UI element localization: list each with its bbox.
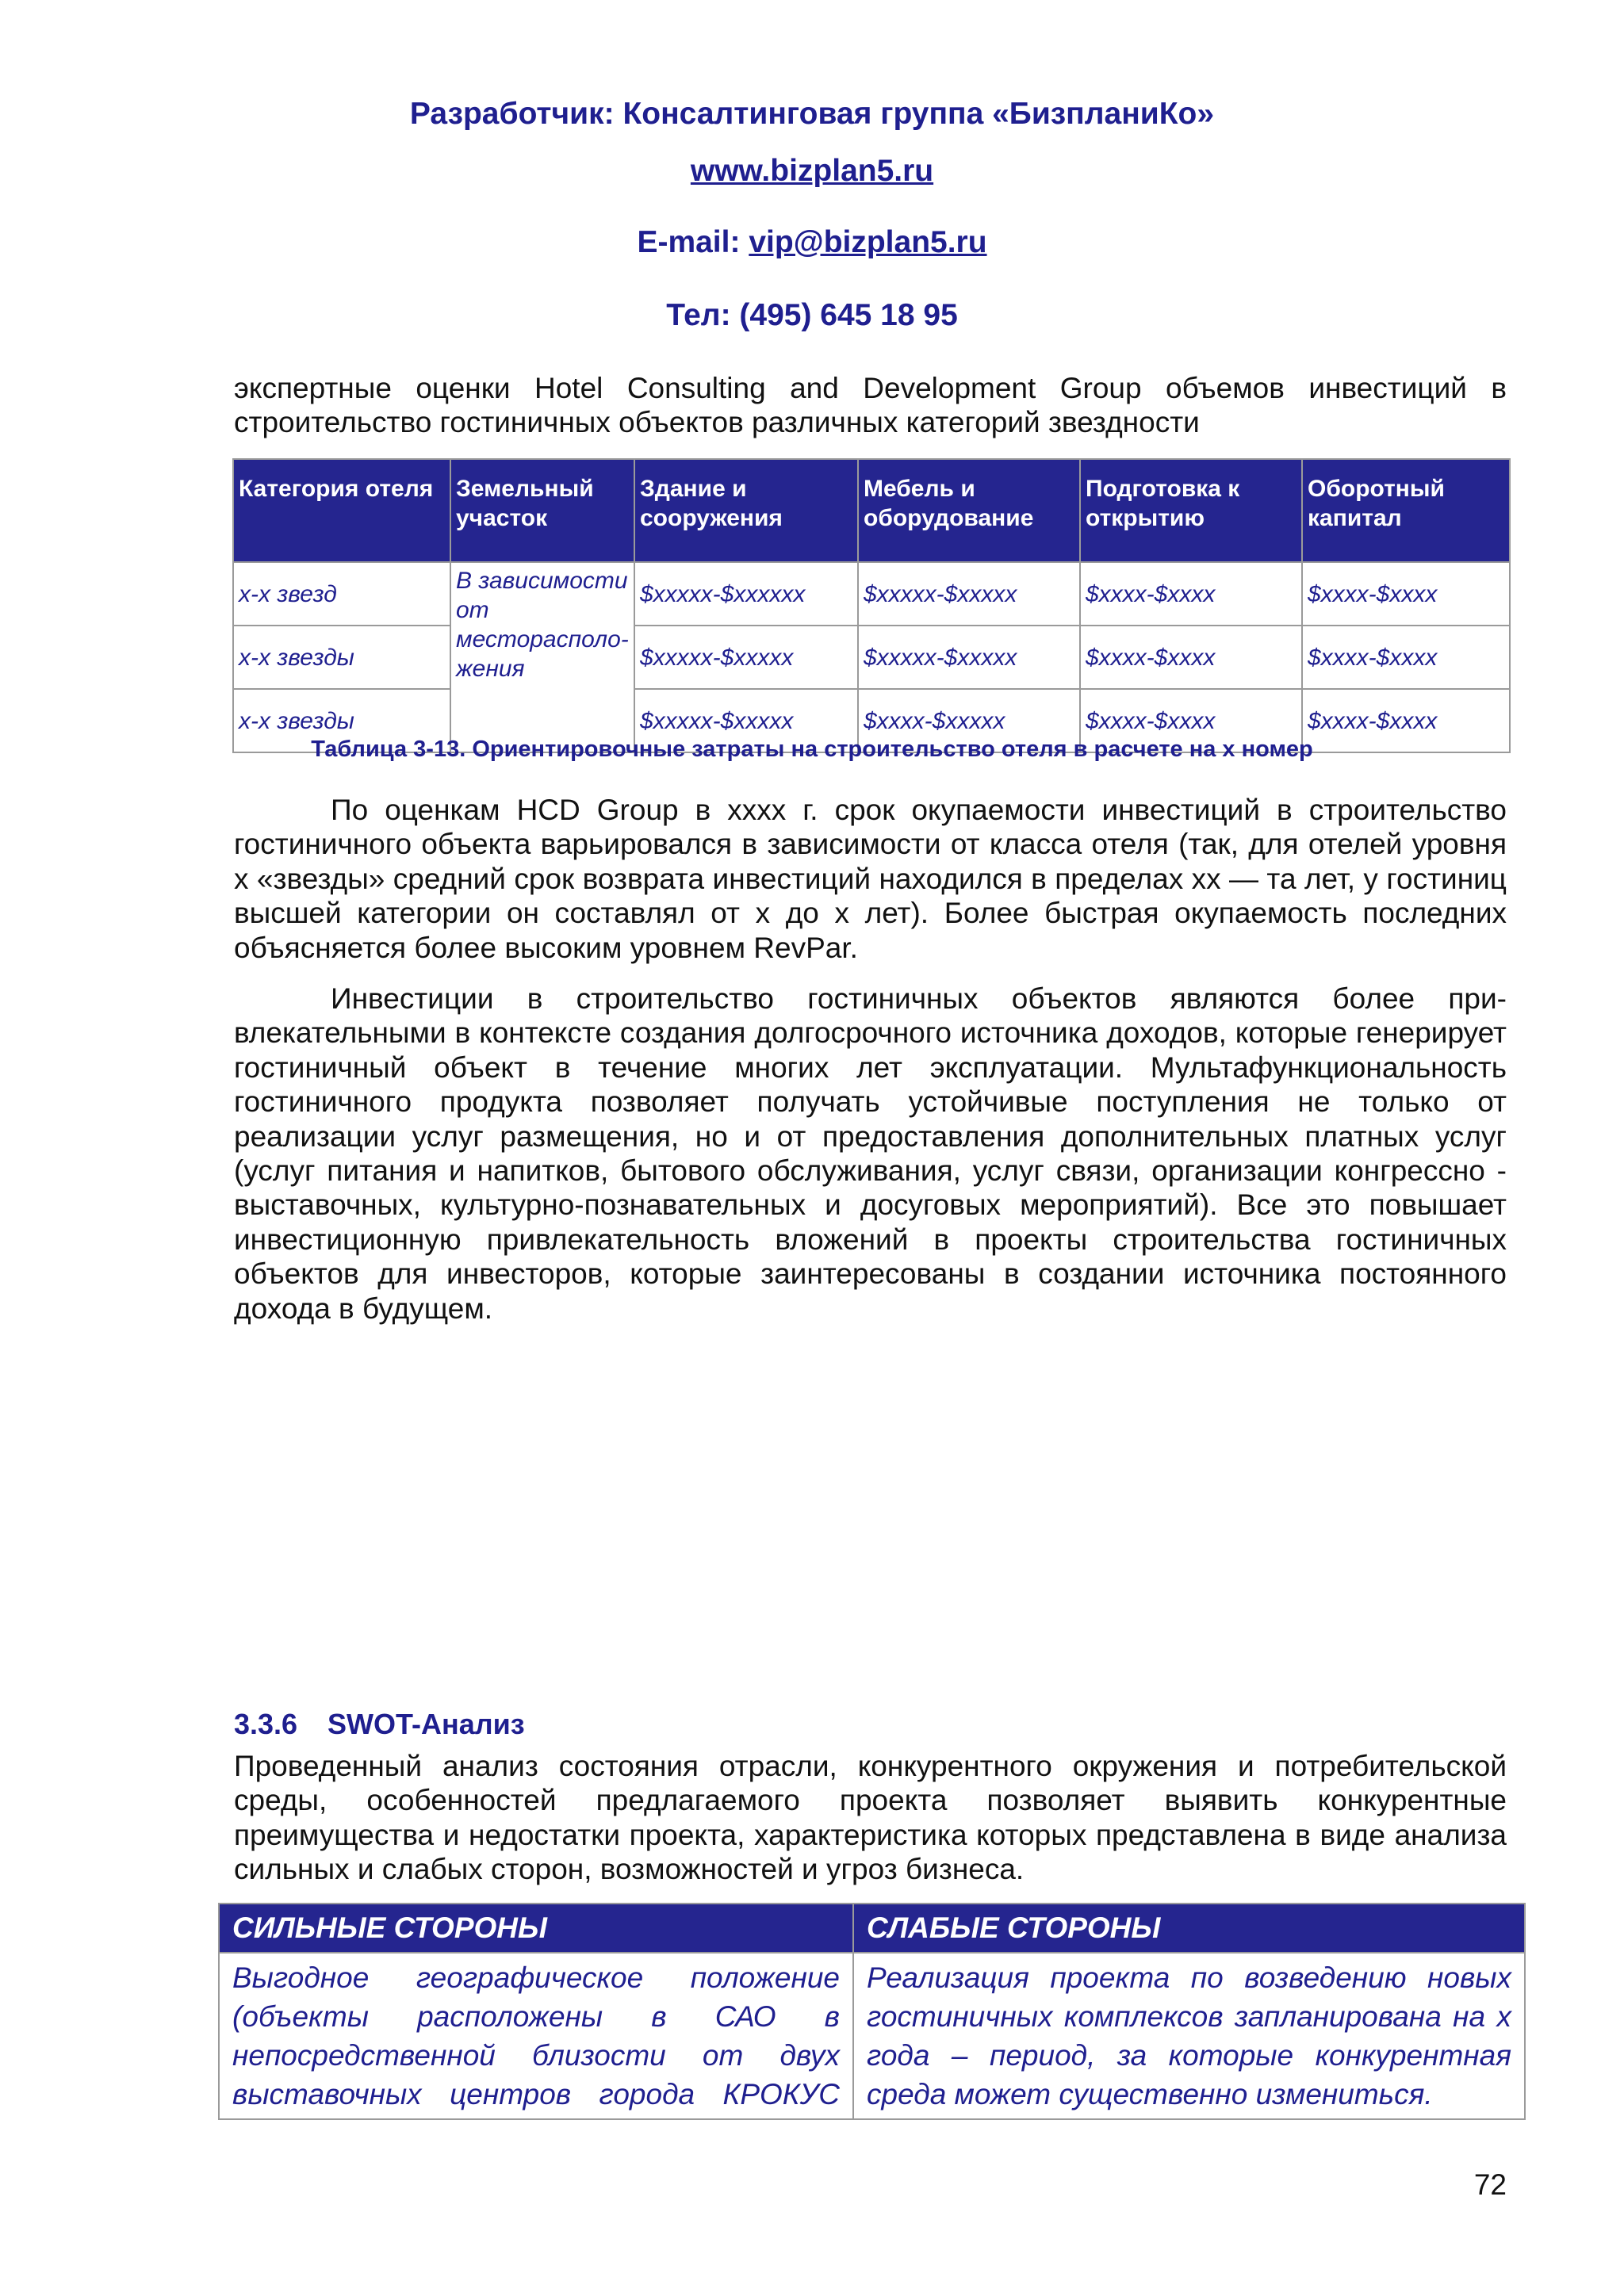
cell-furniture: $хххх-$ххххх: [858, 689, 1080, 752]
cell-category: х-х звезды: [233, 689, 450, 752]
cell-building: $ххххх-$хххххх: [634, 562, 858, 626]
cell-preparation: $хххх-$хххх: [1080, 562, 1302, 626]
paragraph-investment: Инвестиции в строительство гостиничных объектов являются более при-влекательными в контексте создания долгосрочного источника доходов, которые генерирует гостиничный объект в течение многих лет эксплуатации. Мультафункциональность гостиничного продукта позволяет получать устойчивые поступления не только от реализации услуг размещения, но и от предоставления дополнительных платных услуг (услуг питания и напитков, бытового обслуживания, услуг связи, организации конгрессно - выставочных, культурно-познавательных и досуговых мероприятий). Все это повышает инвестиционную привлекательность вложений в проекты строительства гостиничных объектов для инвесторов, которые заинтересованы в создании источника постоянного дохода в будущем.: [234, 982, 1507, 1325]
email-link[interactable]: vip@bizplan5.ru: [749, 225, 987, 259]
weaknesses-header: СЛАБЫЕ СТОРОНЫ: [853, 1904, 1525, 1953]
swot-header-row: [219, 1904, 1525, 1953]
weaknesses-cell: Реализация проекта по возведению новых гостиничных комплексов запланирована на х года – период, за которые конкурентная среда может существенно измениться.: [853, 1953, 1525, 2119]
cell-category: х-х звезды: [233, 626, 450, 689]
table-row: [233, 626, 1510, 689]
website-link[interactable]: www.bizplan5.ru: [690, 154, 934, 188]
cell-capital: $хххх-$хххх: [1302, 689, 1510, 752]
cell-land-merged: В зависимости от месторасполо-жения: [450, 562, 634, 752]
email-line: [0, 225, 1624, 260]
header-land: Земельный участок: [450, 459, 634, 562]
cell-capital: $хххх-$хххх: [1302, 562, 1510, 626]
header-preparation: Подготовка к открытию: [1080, 459, 1302, 562]
table-caption: Таблица 3-13. Ориентировочные затраты на строительство отеля в расчете на х номер: [311, 737, 1313, 762]
cell-building: $ххххх-$ххххх: [634, 689, 858, 752]
table-header-row: [233, 459, 1510, 562]
intro-text: экспертные оценки Hotel Consulting and Development Group объемов инвестиций в строительство гостиничных объектов различных категорий звездности: [234, 372, 1507, 439]
swot-table: [218, 1903, 1526, 2120]
cell-category: х-х звезд: [233, 562, 450, 626]
section-text: Проведенный анализ состояния отрасли, конкурентного окружения и потребительской среды, особенностей предлагаемого проекта позволяет выявить конкурентные преимущества и недостатки проекта, характеристика которых представлена в виде анализа сильных и слабых сторон, возможностей и угроз бизнеса.: [234, 1750, 1507, 1886]
header-building: Здание и сооружения: [634, 459, 858, 562]
phone-line: Тел: (495) 645 18 95: [666, 298, 958, 332]
investment-table: [232, 458, 1511, 753]
developer-line: Разработчик: Консалтинговая группа «БизпланиКо»: [409, 97, 1215, 131]
section-title-text: SWOT-Анализ: [327, 1708, 525, 1740]
section-number: 3.3.6: [234, 1708, 298, 1740]
table-row: [233, 562, 1510, 626]
header-furniture: Мебель и оборудование: [858, 459, 1080, 562]
cell-furniture: $ххххх-$ххххх: [858, 626, 1080, 689]
cell-furniture: $ххххх-$ххххх: [858, 562, 1080, 626]
email-label: E-mail:: [637, 225, 749, 259]
header-category: Категория отеля: [233, 459, 450, 562]
cell-preparation: $хххх-$хххх: [1080, 626, 1302, 689]
section-heading: [234, 1708, 525, 1741]
website-link-line: [0, 154, 1624, 189]
strengths-header: СИЛЬНЫЕ СТОРОНЫ: [219, 1904, 853, 1953]
strengths-cell: Выгодное географическое положение (объекты расположены в САО в непосредственной близости от двух выставочных центров города КРОКУС: [219, 1953, 853, 2119]
cell-building: $ххххх-$ххххх: [634, 626, 858, 689]
cell-preparation: $хххх-$хххх: [1080, 689, 1302, 752]
swot-row: [219, 1953, 1525, 2119]
paragraph-payback: По оценкам HCD Group в хххх г. срок окупаемости инвестиций в строительство гостиничного объекта варьировался в зависимости от класса отеля (так, для отелей уровня х «звезды» средний срок возврата инвестиций находился в пределах хх — та лет, у гостиниц высшей категории он составлял от х до х лет). Более быстрая окупаемость последних объясняется более высоким уровнем RevPar.: [234, 794, 1507, 964]
cell-capital: $хххх-$хххх: [1302, 626, 1510, 689]
page-number: 72: [1473, 2168, 1507, 2201]
header-capital: Оборотный капитал: [1302, 459, 1510, 562]
